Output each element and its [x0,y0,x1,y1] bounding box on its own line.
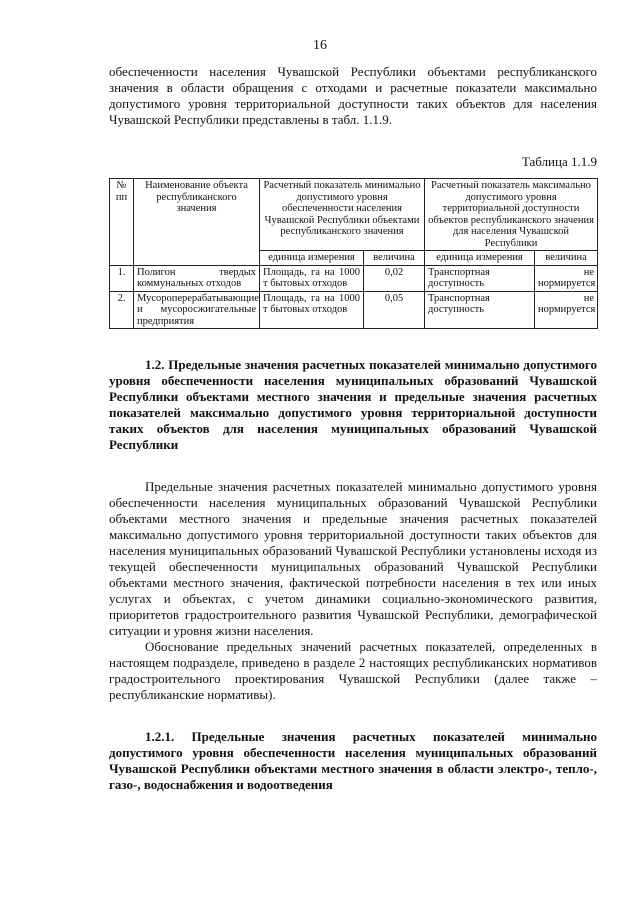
row-unit-2: Транспортная доступность [425,291,535,329]
section-1-2-heading: 1.2. Предельные значения расчетных показателей минимально допустимого уровня обеспеченности населения муниципальных образований Чувашской Республики объектами местного значения и предельные значения расчетных показателей максимально допустимого уровня территориальной доступности таких объектов для населения муниципальных образований Чувашской Республики [109,357,597,452]
table-header-row [110,179,598,251]
page-content [109,64,597,793]
table-row [110,291,598,329]
row-unit-2: Транспортная доступность [425,265,535,291]
row-object-name: Полигон твердых коммунальных отходов [134,265,260,291]
norms-table [109,178,598,329]
row-unit-1: Площадь, га на 1000 т бытовых отходов [260,265,364,291]
header-num: № пп [110,179,134,266]
page-number: 16 [313,38,327,53]
header-object-name: Наименование объекта республиканского значения [134,179,260,266]
header-unit-1: единица измерения [260,251,364,266]
row-unit-1: Площадь, га на 1000 т бытовых отходов [260,291,364,329]
row-value-2: не нормируется [535,265,598,291]
header-accessibility-indicator: Расчетный показатель максимально допустимого уровня территориальной доступности объектов республиканского значения для населения Чувашской Республики [425,179,598,251]
row-value-1: 0,05 [364,291,425,329]
section-1-2-paragraph-2: Обоснование предельных значений расчетных показателей, определенных в настоящем подразделе, приведено в разделе 2 настоящих республиканских нормативов градостроительного проектирования Чувашской Республики (далее также – республиканские нормативы). [109,639,597,702]
header-value-1: величина [364,251,425,266]
header-provision-indicator: Расчетный показатель минимально допустимого уровня обеспеченности населения Чувашской Республики объектами республиканского значения [260,179,425,251]
table-caption: Таблица 1.1.9 [521,154,597,169]
header-unit-2: единица измерения [425,251,535,266]
row-object-name: Мусороперерабатывающие и мусоросжигательные предприятия [134,291,260,329]
section-1-2-1-heading: 1.2.1. Предельные значения расчетных показателей минимально допустимого уровня обеспеченности населения муниципальных образований Чувашской Республики объектами местного значения в области электро-, тепло-, газо-, водоснабжения и водоотведения [109,729,597,792]
table-row [110,265,598,291]
row-num: 1. [110,265,134,291]
row-value-2: не нормируется [535,291,598,329]
row-value-1: 0,02 [364,265,425,291]
header-value-2: величина [535,251,598,266]
row-num: 2. [110,291,134,329]
section-1-2-paragraph-1: Предельные значения расчетных показателей минимально допустимого уровня обеспеченности населения муниципальных образований Чувашской Республики объектами местного значения и предельные значения расчетных показателей максимально допустимого уровня территориальной доступности таких объектов для населения муниципальных образований Чувашской Республики установлены исходя из текущей обеспеченности муниципальных образований Чувашской Республики объектами местного значения, фактической потребности населения в тех или иных услугах и объектах, с учетом динамики социально-экономического развития, приоритетов градостроительного развития Чувашской Республики, демографической ситуации и уровня жизни населения. [109,479,597,638]
intro-paragraph: обеспеченности населения Чувашской Республики объектами республиканского значения в области обращения с отходами и расчетные показатели максимально допустимого уровня территориальной доступности таких объектов для населения Чувашской Республики представлены в табл. 1.1.9. [109,64,597,127]
